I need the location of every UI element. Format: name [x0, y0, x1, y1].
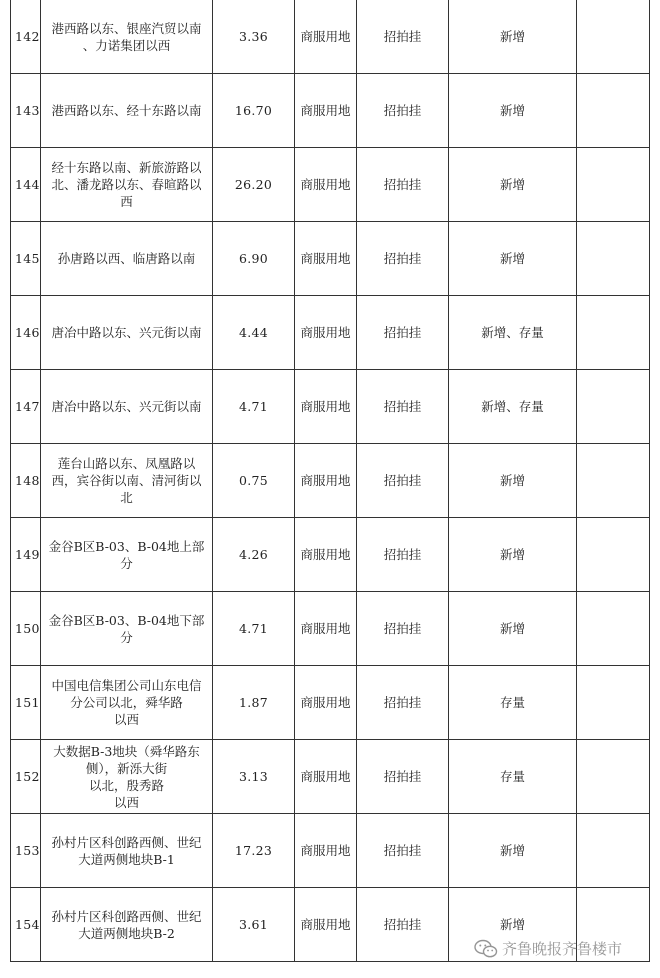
location-line: 大道两侧地块B-2: [78, 925, 175, 941]
location-line: 大道两侧地块B-1: [78, 851, 175, 867]
land-type-cell: 新增: [449, 148, 577, 222]
location-line: 西，宾谷街以南、清河街以: [51, 473, 202, 488]
location-line: 港西路以东、银座汽贸以南: [51, 20, 202, 36]
area-cell: 4.71: [213, 370, 295, 444]
location-line: 港西路以东、经十东路以南: [51, 103, 202, 118]
table-row: [11, 666, 650, 740]
location-line: 大数据B-3地块（舜华路东: [53, 743, 200, 759]
table-row: [11, 740, 650, 814]
location-cell: [41, 444, 213, 518]
supply-method-cell: 招拍挂: [357, 222, 449, 296]
land-use-cell: 商服用地: [295, 296, 357, 370]
location-cell: [41, 0, 213, 74]
note-cell: [577, 74, 650, 148]
supply-method-cell: 招拍挂: [357, 518, 449, 592]
land-type-cell: 新增: [449, 814, 577, 888]
land-use-cell: 商服用地: [295, 74, 357, 148]
area-cell: 4.26: [213, 518, 295, 592]
land-type-cell: 存量: [449, 740, 577, 814]
area-cell: 17.23: [213, 814, 295, 888]
table-row: [11, 370, 650, 444]
land-table: [10, 0, 650, 962]
table-row: [11, 0, 650, 74]
supply-method-cell: 招拍挂: [357, 74, 449, 148]
land-use-cell: 商服用地: [295, 444, 357, 518]
location-cell: [41, 592, 213, 666]
supply-method-cell: 招拍挂: [357, 740, 449, 814]
location-line: 以西: [113, 794, 139, 810]
land-use-cell: 商服用地: [295, 518, 357, 592]
location-line: 北、潘龙路以东、春暄路以: [51, 177, 202, 192]
row-number: 148: [11, 444, 41, 518]
area-cell: 0.75: [213, 444, 295, 518]
location-cell: [41, 740, 213, 814]
location-line: 以北，殷秀路: [88, 777, 164, 793]
area-cell: 3.36: [213, 0, 295, 74]
location-cell: [41, 222, 213, 296]
row-number: 150: [11, 592, 41, 666]
area-cell: 6.90: [213, 222, 295, 296]
land-type-cell: 新增: [449, 0, 577, 74]
location-line: 金谷B区B-03、B-04地下部: [48, 612, 205, 628]
area-cell: 26.20: [213, 148, 295, 222]
location-line: 金谷B区B-03、B-04地上部: [48, 538, 205, 554]
supply-method-cell: 招拍挂: [357, 370, 449, 444]
table-row: [11, 444, 650, 518]
note-cell: [577, 370, 650, 444]
row-number: 151: [11, 666, 41, 740]
table-row: [11, 518, 650, 592]
table-row: [11, 296, 650, 370]
location-line: 以西: [113, 712, 139, 727]
land-use-cell: 商服用地: [295, 370, 357, 444]
note-cell: [577, 814, 650, 888]
location-line: 唐冶中路以东、兴元街以南: [51, 399, 202, 414]
location-cell: [41, 888, 213, 962]
location-line: 侧），新泺大街: [85, 760, 168, 776]
land-type-cell: 新增: [449, 592, 577, 666]
location-cell: [41, 74, 213, 148]
location-line: 、力诺集团以西: [82, 37, 171, 53]
row-number: 142: [11, 0, 41, 74]
location-cell: [41, 370, 213, 444]
land-type-cell: 新增、存量: [449, 296, 577, 370]
row-number: 153: [11, 814, 41, 888]
location-line: 孙村片区科创路西侧、世纪: [51, 908, 202, 924]
land-type-cell: 存量: [449, 666, 577, 740]
note-cell: [577, 0, 650, 74]
location-line: 分: [120, 555, 133, 571]
note-cell: [577, 518, 650, 592]
table-row: [11, 148, 650, 222]
land-use-cell: 商服用地: [295, 888, 357, 962]
note-cell: [577, 740, 650, 814]
area-cell: 1.87: [213, 666, 295, 740]
area-cell: 3.13: [213, 740, 295, 814]
table-body: [11, 0, 650, 962]
note-cell: [577, 666, 650, 740]
land-type-cell: 新增: [449, 518, 577, 592]
supply-method-cell: 招拍挂: [357, 592, 449, 666]
supply-method-cell: 招拍挂: [357, 444, 449, 518]
location-line: 孙唐路以西、临唐路以南: [57, 251, 196, 266]
land-use-cell: 商服用地: [295, 0, 357, 74]
land-use-cell: 商服用地: [295, 740, 357, 814]
note-cell: [577, 148, 650, 222]
table-row: [11, 222, 650, 296]
table-row: [11, 592, 650, 666]
location-line: 孙村片区科创路西侧、世纪: [51, 834, 202, 850]
location-cell: [41, 518, 213, 592]
land-type-cell: 新增: [449, 444, 577, 518]
location-cell: [41, 666, 213, 740]
land-use-cell: 商服用地: [295, 592, 357, 666]
area-cell: 16.70: [213, 74, 295, 148]
land-use-cell: 商服用地: [295, 222, 357, 296]
supply-method-cell: 招拍挂: [357, 296, 449, 370]
note-cell: [577, 296, 650, 370]
supply-method-cell: 招拍挂: [357, 666, 449, 740]
row-number: 143: [11, 74, 41, 148]
location-cell: [41, 296, 213, 370]
watermark-text: 齐鲁晚报齐鲁楼市: [502, 940, 623, 958]
location-cell: [41, 814, 213, 888]
area-cell: 3.61: [213, 888, 295, 962]
supply-method-cell: 招拍挂: [357, 814, 449, 888]
land-type-cell: 新增: [449, 74, 577, 148]
supply-method-cell: 招拍挂: [357, 148, 449, 222]
location-line: 唐冶中路以东、兴元街以南: [51, 325, 202, 340]
land-type-cell: 新增: [449, 222, 577, 296]
land-use-cell: 商服用地: [295, 148, 357, 222]
row-number: 152: [11, 740, 41, 814]
row-number: 146: [11, 296, 41, 370]
location-line: 中国电信集团公司山东电信: [51, 678, 202, 693]
location-line: 分公司以北，舜华路: [70, 695, 183, 710]
location-line: 莲台山路以东、凤凰路以: [57, 456, 196, 471]
supply-method-cell: 招拍挂: [357, 0, 449, 74]
location-line: 西: [120, 194, 133, 209]
location-line: 北: [120, 490, 133, 505]
table-row: [11, 74, 650, 148]
area-cell: 4.71: [213, 592, 295, 666]
area-cell: 4.44: [213, 296, 295, 370]
note-cell: [577, 592, 650, 666]
row-number: 154: [11, 888, 41, 962]
land-type-cell: 新增、存量: [449, 370, 577, 444]
watermark: [474, 938, 622, 959]
row-number: 147: [11, 370, 41, 444]
row-number: 144: [11, 148, 41, 222]
location-cell: [41, 148, 213, 222]
land-use-cell: 商服用地: [295, 814, 357, 888]
supply-method-cell: 招拍挂: [357, 888, 449, 962]
location-line: 分: [120, 629, 133, 645]
land-use-cell: 商服用地: [295, 666, 357, 740]
note-cell: [577, 222, 650, 296]
location-line: 经十东路以南、新旅游路以: [51, 160, 202, 175]
land-type-cell: 新增: [449, 888, 577, 962]
note-cell: [577, 444, 650, 518]
wechat-icon: [474, 939, 498, 959]
row-number: 145: [11, 222, 41, 296]
table-row: [11, 814, 650, 888]
row-number: 149: [11, 518, 41, 592]
